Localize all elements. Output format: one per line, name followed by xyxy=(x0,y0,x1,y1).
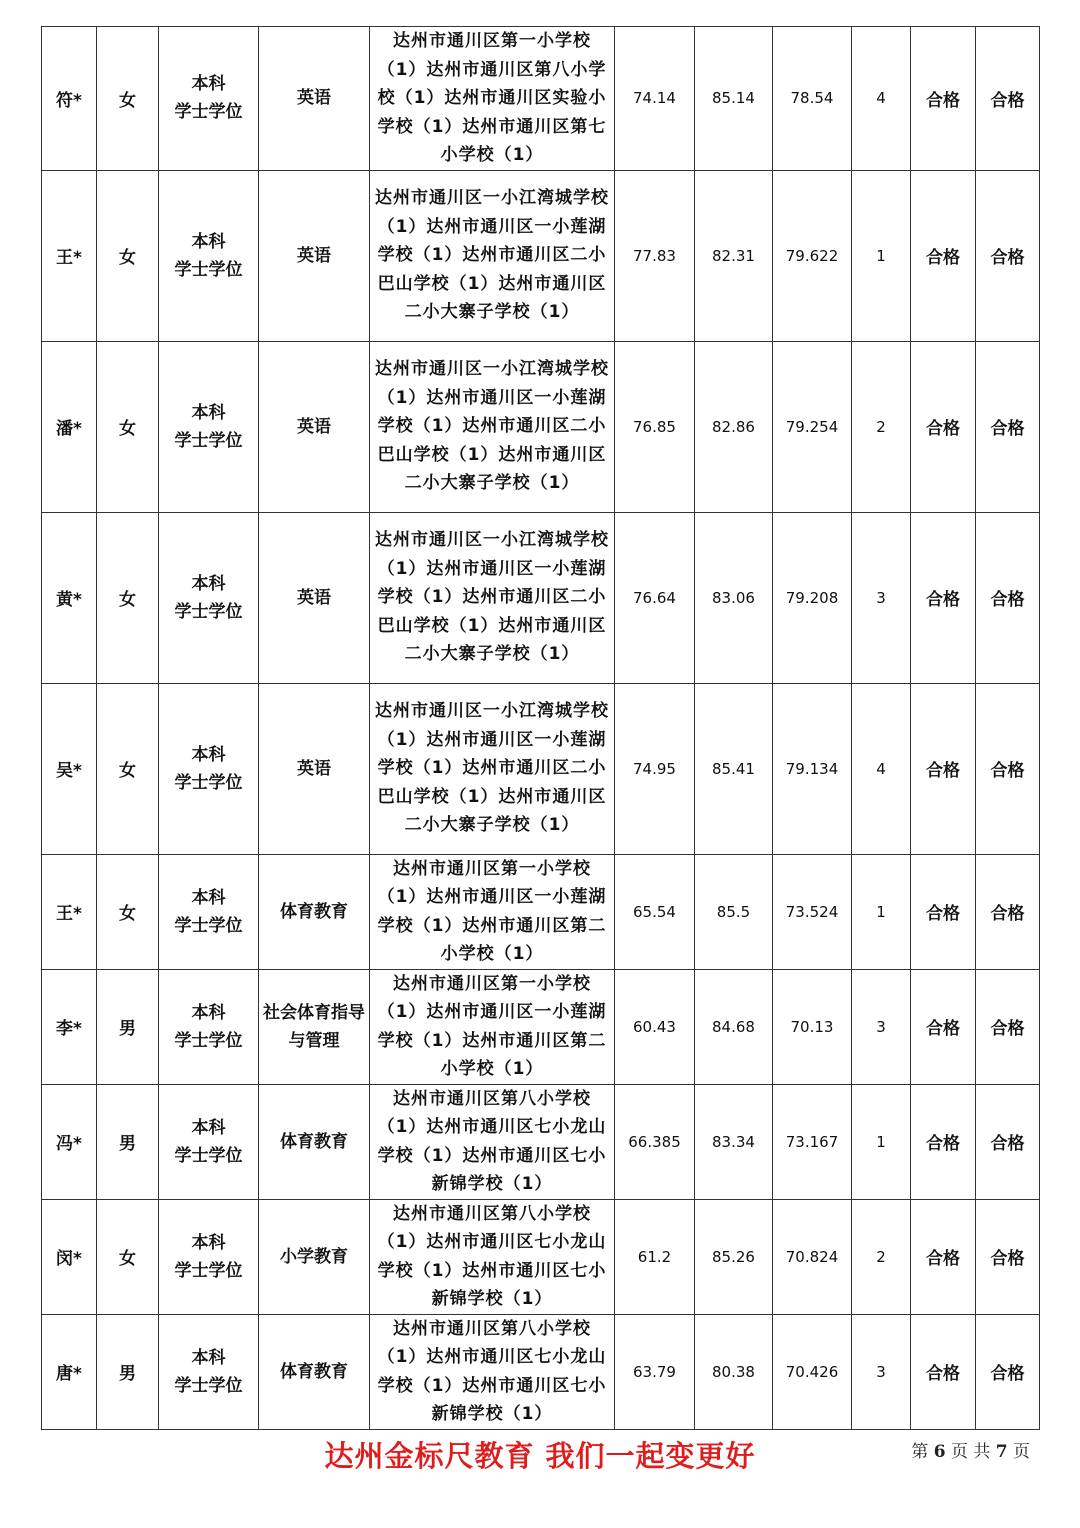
cell-major: 英语 xyxy=(259,683,370,854)
cell-schools: 达州市通川区第八小学校（1）达州市通川区七小龙山学校（1）达州市通川区七小新锦学校（1） xyxy=(370,1084,615,1199)
cell-degree: 本科 学士学位 xyxy=(159,1084,259,1199)
cell-gender: 女 xyxy=(97,1199,159,1314)
cell-name: 李* xyxy=(42,969,97,1084)
cell-gender: 女 xyxy=(97,341,159,512)
cell-score-interview: 85.5 xyxy=(695,854,773,969)
cell-check-1: 合格 xyxy=(911,27,976,171)
cell-rank: 4 xyxy=(852,27,911,171)
cell-schools: 达州市通川区第一小学校（1）达州市通川区一小莲湖学校（1）达州市通川区第二小学校（1） xyxy=(370,854,615,969)
cell-major: 体育教育 xyxy=(259,854,370,969)
cell-check-1: 合格 xyxy=(911,969,976,1084)
cell-score-written: 74.14 xyxy=(615,27,695,171)
cell-major: 体育教育 xyxy=(259,1084,370,1199)
cell-check-2: 合格 xyxy=(976,512,1040,683)
cell-score-total: 79.208 xyxy=(773,512,852,683)
cell-rank: 3 xyxy=(852,1314,911,1429)
cell-rank: 1 xyxy=(852,170,911,341)
cell-check-2: 合格 xyxy=(976,969,1040,1084)
cell-gender: 女 xyxy=(97,27,159,171)
cell-rank: 3 xyxy=(852,969,911,1084)
cell-check-1: 合格 xyxy=(911,854,976,969)
cell-schools: 达州市通川区一小江湾城学校（1）达州市通川区一小莲湖学校（1）达州市通川区二小巴山学校（1）达州市通川区二小大寨子学校（1） xyxy=(370,683,615,854)
cell-major: 英语 xyxy=(259,341,370,512)
cell-gender: 男 xyxy=(97,1084,159,1199)
cell-degree: 本科 学士学位 xyxy=(159,170,259,341)
cell-schools: 达州市通川区第八小学校（1）达州市通川区七小龙山学校（1）达州市通川区七小新锦学校（1） xyxy=(370,1199,615,1314)
cell-name: 黄* xyxy=(42,512,97,683)
cell-score-total: 73.524 xyxy=(773,854,852,969)
cell-score-written: 66.385 xyxy=(615,1084,695,1199)
page-suffix: 页 xyxy=(1013,1442,1030,1462)
cell-name: 符* xyxy=(42,27,97,171)
cell-name: 吴* xyxy=(42,683,97,854)
cell-score-interview: 80.38 xyxy=(695,1314,773,1429)
page-total: 7 xyxy=(995,1442,1008,1462)
cell-score-interview: 82.31 xyxy=(695,170,773,341)
cell-rank: 1 xyxy=(852,854,911,969)
cell-major: 英语 xyxy=(259,27,370,171)
cell-score-interview: 84.68 xyxy=(695,969,773,1084)
cell-major: 社会体育指导与管理 xyxy=(259,969,370,1084)
cell-name: 王* xyxy=(42,854,97,969)
cell-check-2: 合格 xyxy=(976,854,1040,969)
table-row xyxy=(42,1084,1040,1199)
cell-gender: 女 xyxy=(97,512,159,683)
cell-major: 小学教育 xyxy=(259,1199,370,1314)
cell-major: 体育教育 xyxy=(259,1314,370,1429)
cell-name: 王* xyxy=(42,170,97,341)
cell-check-2: 合格 xyxy=(976,27,1040,171)
cell-score-written: 65.54 xyxy=(615,854,695,969)
cell-score-total: 79.622 xyxy=(773,170,852,341)
table-row xyxy=(42,341,1040,512)
page-prefix: 第 xyxy=(911,1442,929,1462)
cell-score-interview: 83.06 xyxy=(695,512,773,683)
table-row xyxy=(42,1314,1040,1429)
page-indicator xyxy=(880,1437,1030,1462)
cell-gender: 男 xyxy=(97,969,159,1084)
page-current: 6 xyxy=(933,1442,946,1462)
table-row xyxy=(42,170,1040,341)
cell-major: 英语 xyxy=(259,170,370,341)
cell-check-1: 合格 xyxy=(911,170,976,341)
results-table xyxy=(41,26,1040,1430)
cell-degree: 本科 学士学位 xyxy=(159,969,259,1084)
cell-score-written: 76.85 xyxy=(615,341,695,512)
table-row xyxy=(42,854,1040,969)
cell-rank: 2 xyxy=(852,341,911,512)
cell-schools: 达州市通川区第一小学校（1）达州市通川区第八小学校（1）达州市通川区实验小学校（1）达州市通川区第七小学校（1） xyxy=(370,27,615,171)
cell-score-total: 73.167 xyxy=(773,1084,852,1199)
cell-score-written: 77.83 xyxy=(615,170,695,341)
cell-name: 冯* xyxy=(42,1084,97,1199)
cell-gender: 男 xyxy=(97,1314,159,1429)
cell-schools: 达州市通川区第八小学校（1）达州市通川区七小龙山学校（1）达州市通川区七小新锦学校（1） xyxy=(370,1314,615,1429)
cell-schools: 达州市通川区第一小学校（1）达州市通川区一小莲湖学校（1）达州市通川区第二小学校（1） xyxy=(370,969,615,1084)
table-row xyxy=(42,969,1040,1084)
table-row xyxy=(42,1199,1040,1314)
cell-score-written: 74.95 xyxy=(615,683,695,854)
cell-check-1: 合格 xyxy=(911,512,976,683)
cell-name: 闵* xyxy=(42,1199,97,1314)
cell-major: 英语 xyxy=(259,512,370,683)
cell-degree: 本科 学士学位 xyxy=(159,27,259,171)
cell-check-1: 合格 xyxy=(911,1199,976,1314)
cell-score-written: 76.64 xyxy=(615,512,695,683)
cell-degree: 本科 学士学位 xyxy=(159,1199,259,1314)
cell-check-1: 合格 xyxy=(911,1314,976,1429)
cell-check-2: 合格 xyxy=(976,683,1040,854)
cell-rank: 4 xyxy=(852,683,911,854)
cell-score-total: 70.426 xyxy=(773,1314,852,1429)
cell-score-interview: 85.41 xyxy=(695,683,773,854)
footer-slogan: 达州金标尺教育 我们一起变更好 xyxy=(324,1439,756,1473)
page-middle: 页 共 xyxy=(950,1442,991,1462)
cell-degree: 本科 学士学位 xyxy=(159,1314,259,1429)
cell-check-2: 合格 xyxy=(976,1084,1040,1199)
cell-score-written: 63.79 xyxy=(615,1314,695,1429)
cell-score-total: 79.134 xyxy=(773,683,852,854)
cell-rank: 2 xyxy=(852,1199,911,1314)
cell-score-interview: 82.86 xyxy=(695,341,773,512)
cell-score-total: 79.254 xyxy=(773,341,852,512)
cell-score-interview: 85.26 xyxy=(695,1199,773,1314)
cell-check-2: 合格 xyxy=(976,1199,1040,1314)
cell-score-interview: 85.14 xyxy=(695,27,773,171)
cell-name: 潘* xyxy=(42,341,97,512)
cell-degree: 本科 学士学位 xyxy=(159,512,259,683)
cell-gender: 女 xyxy=(97,854,159,969)
cell-schools: 达州市通川区一小江湾城学校（1）达州市通川区一小莲湖学校（1）达州市通川区二小巴山学校（1）达州市通川区二小大寨子学校（1） xyxy=(370,512,615,683)
cell-check-2: 合格 xyxy=(976,1314,1040,1429)
cell-check-1: 合格 xyxy=(911,683,976,854)
cell-degree: 本科 学士学位 xyxy=(159,341,259,512)
cell-check-2: 合格 xyxy=(976,170,1040,341)
cell-degree: 本科 学士学位 xyxy=(159,683,259,854)
cell-score-interview: 83.34 xyxy=(695,1084,773,1199)
table-row xyxy=(42,27,1040,171)
cell-score-total: 78.54 xyxy=(773,27,852,171)
cell-schools: 达州市通川区一小江湾城学校（1）达州市通川区一小莲湖学校（1）达州市通川区二小巴山学校（1）达州市通川区二小大寨子学校（1） xyxy=(370,341,615,512)
cell-name: 唐* xyxy=(42,1314,97,1429)
cell-gender: 女 xyxy=(97,683,159,854)
cell-check-2: 合格 xyxy=(976,341,1040,512)
table-row xyxy=(42,683,1040,854)
cell-check-1: 合格 xyxy=(911,341,976,512)
table-row xyxy=(42,512,1040,683)
cell-rank: 3 xyxy=(852,512,911,683)
cell-gender: 女 xyxy=(97,170,159,341)
cell-rank: 1 xyxy=(852,1084,911,1199)
cell-score-written: 61.2 xyxy=(615,1199,695,1314)
cell-score-total: 70.13 xyxy=(773,969,852,1084)
cell-degree: 本科 学士学位 xyxy=(159,854,259,969)
cell-score-total: 70.824 xyxy=(773,1199,852,1314)
cell-check-1: 合格 xyxy=(911,1084,976,1199)
cell-schools: 达州市通川区一小江湾城学校（1）达州市通川区一小莲湖学校（1）达州市通川区二小巴山学校（1）达州市通川区二小大寨子学校（1） xyxy=(370,170,615,341)
cell-score-written: 60.43 xyxy=(615,969,695,1084)
